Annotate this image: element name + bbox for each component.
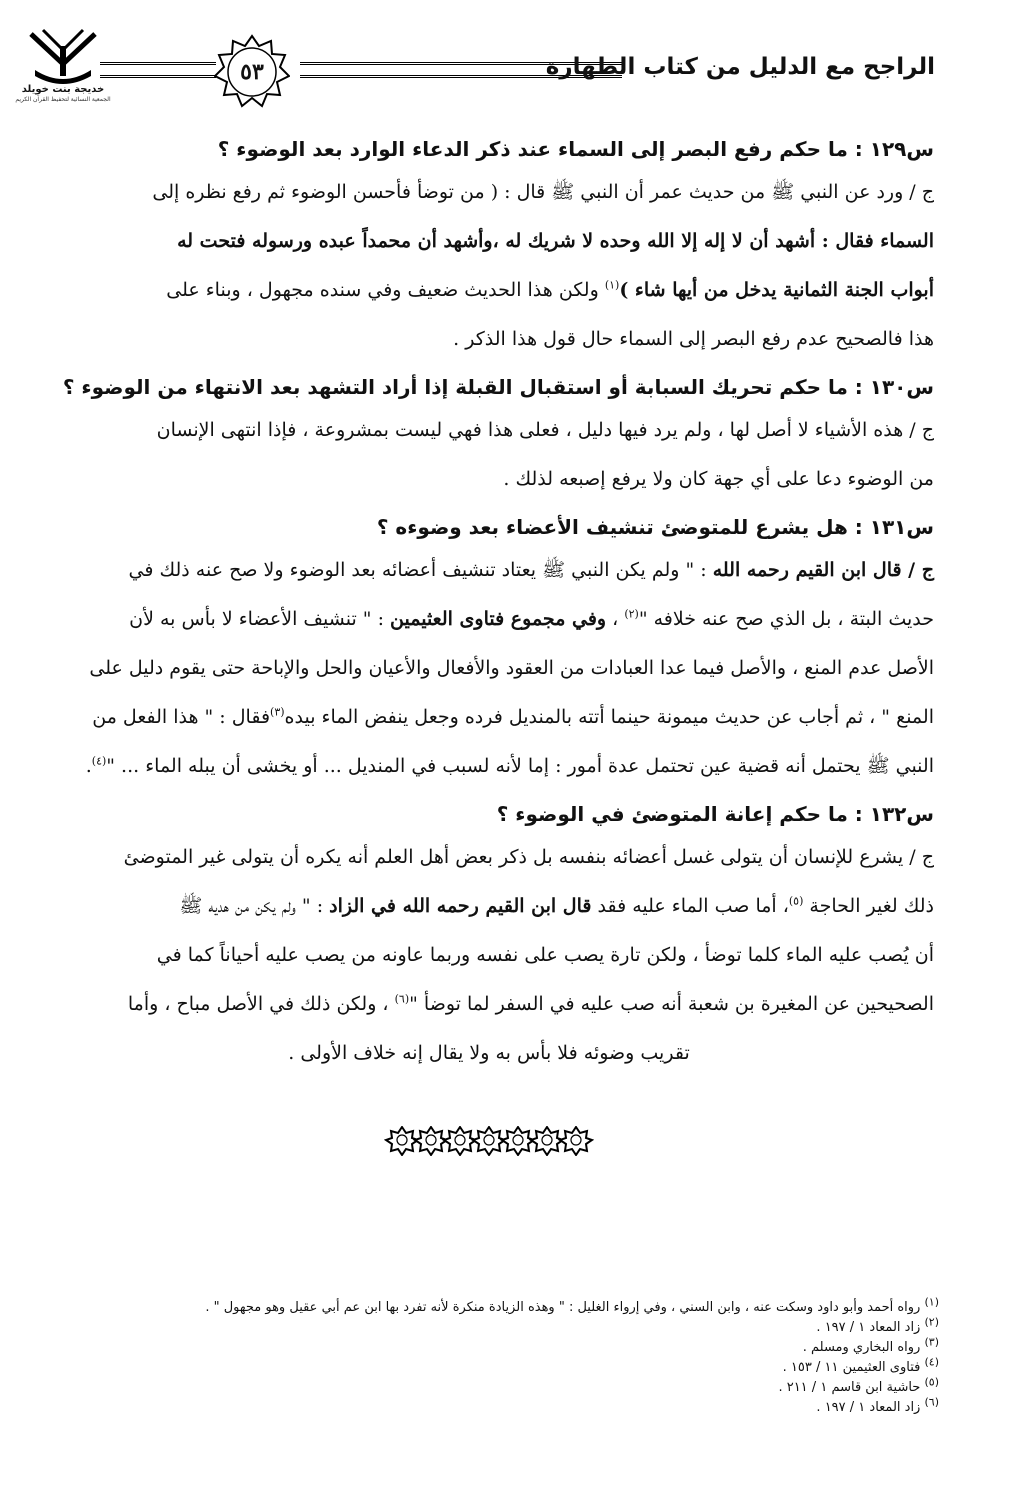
answer-line (44, 546, 934, 595)
answer-text: ولكن هذا الحديث ضعيف وفي سنده مجهول ، وبناء على (166, 279, 605, 301)
logo-subtitle: الجمعية النسائية لتحفيظ القرآن الكريم (15, 96, 111, 103)
footnote-number: (٤) (924, 1355, 939, 1369)
footnote-text: زاد المعاد ١ / ١٩٧ . (816, 1320, 921, 1335)
answer-text: حديث البتة ، بل الذي صح عنه خلافه " (638, 608, 934, 630)
answer-text: النبي ﷺ يحتمل أنه قضية عين تحتمل عدة أمور : إما لأنه لسبب في المنديل ... أو يخشى أن يبله الماء ... " (106, 755, 934, 777)
logo-emblem-icon (25, 26, 101, 86)
running-title: الراجح مع الدليل من كتاب الطهارة (545, 54, 935, 80)
footnote-number: (١) (924, 1295, 939, 1309)
scholar-citation: قال ابن القيم رحمه الله في الزاد (329, 895, 592, 917)
answer-text: فقال : " هذا الفعل من (92, 706, 271, 728)
answer-line: تقريب وضوئه فلا بأس به ولا يقال إنه خلاف الأولى . (288, 1042, 690, 1064)
footnote-number: (٦) (924, 1395, 939, 1409)
answer-text: الصحيحين عن المغيرة بن شعبة أنه صب عليه في السفر لما توضأ " (409, 993, 934, 1015)
footnote (79, 1335, 939, 1358)
footnote-ref: (٣) (270, 705, 285, 719)
footnote-text: زاد المعاد ١ / ١٩٧ . (816, 1400, 921, 1415)
footnote (79, 1375, 939, 1398)
answer-130 (44, 406, 934, 504)
page-header (0, 0, 1027, 120)
answer-line: الأصل عدم المنع ، والأصل فيما عدا العبادات من العقود والأفعال والأعيان والحل والإباحة حتى يقوم دليل على (89, 657, 934, 679)
footnote-number: (٢) (924, 1315, 939, 1329)
answer-line (44, 882, 934, 931)
footnote-number: (٥) (924, 1375, 939, 1389)
footnote (79, 1355, 939, 1378)
answer-line (44, 266, 934, 315)
answer-text: . (85, 755, 92, 777)
answer-line: من الوضوء دعا على أي جهة كان ولا يرفع إصبعه لذلك . (503, 468, 934, 490)
footnote-text: رواه أحمد وأبو داود وسكت عنه ، وابن السني ، وفي إرواء الغليل : " وهذه الزيادة منكرة لأنه تفرد بها ابن عم أبي عقيل وهو مجهول " . (205, 1300, 921, 1315)
answer-line (44, 595, 934, 644)
hadith-text: السماء فقال : أشهد أن لا إله إلا الله وحده لا شريك له ،وأشهد أن محمداً عبده ورسوله فتحت له (177, 230, 934, 252)
answer-line (44, 693, 934, 742)
footnote-ref: (٢) (624, 607, 639, 621)
footnote (79, 1295, 939, 1318)
question-131: س١٣١ : هل يشرع للمتوضئ تنشيف الأعضاء بعد وضوءه ؟ (376, 515, 934, 539)
ornament-divider-icon (384, 1126, 594, 1156)
answer-text: : " ولم يكن النبي ﷺ يعتاد تنشيف أعضائه بعد الوضوء ولا صح عنه ذلك في (128, 559, 713, 581)
footnote-ref: (١) (604, 278, 620, 292)
page-number-badge (214, 34, 290, 110)
answer-text: ، (606, 608, 625, 630)
answer-text: : " ولم يكن من هديه ﷺ (179, 895, 330, 917)
footnote-text: حاشية ابن قاسم ١ / ٢١١ . (778, 1380, 921, 1395)
scholar-citation: ج / قال ابن القيم رحمه الله (712, 559, 934, 581)
logo-name: خديجة بنت خويلد (21, 84, 105, 95)
footnote-text: رواه البخاري ومسلم . (802, 1340, 921, 1355)
answer-line: هذا فالصحيح عدم رفع البصر إلى السماء حال قول هذا الذكر . (453, 328, 934, 350)
footnote-ref: (٥) (788, 894, 804, 908)
question-129: س١٢٩ : ما حكم رفع البصر إلى السماء عند ذكر الدعاء الوارد بعد الوضوء ؟ (217, 137, 934, 161)
page-number: ٥٣ (240, 59, 264, 85)
footnotes (79, 1295, 939, 1418)
footnote (79, 1315, 939, 1338)
answer-132 (44, 833, 934, 1078)
answer-text: ذلك لغير الحاجة (803, 895, 934, 917)
footnote-text: فتاوى العثيمين ١١ / ١٥٣ . (782, 1360, 921, 1375)
question-130: س١٣٠ : ما حكم تحريك السبابة أو استقبال القبلة إذا أراد التشهد بعد الانتهاء من الوضوء ؟ (62, 375, 934, 399)
source-citation: وفي مجموع فتاوى العثيمين (390, 608, 607, 630)
footnote (79, 1395, 939, 1418)
answer-text: المنع " ، ثم أجاب عن حديث ميمونة حينما أتته بالمنديل فرده وجعل ينفض الماء بيده (284, 706, 934, 728)
answer-text: : " تنشيف الأعضاء لا بأس به لأن (129, 608, 391, 630)
answer-line (44, 217, 934, 266)
answer-line: ج / ورد عن النبي ﷺ من حديث عمر أن النبي ﷺ قال : ( من توضأ فأحسن الوضوء ثم رفع نظره إلى (152, 181, 934, 203)
hadith-text: أبواب الجنة الثمانية يدخل من أيها شاء ) (619, 279, 934, 301)
question-132: س١٣٢ : ما حكم إعانة المتوضئ في الوضوء ؟ (496, 802, 934, 826)
footnote-ref: (٤) (91, 754, 107, 768)
answer-text: ، أما صب الماء عليه فقد (591, 895, 789, 917)
answer-line: أن يُصب عليه الماء كلما توضأ ، ولكن تارة يصب على نفسه وربما عاونه من يصب عليه أحياناً كما في (156, 944, 934, 966)
answer-text: ، ولكن ذلك في الأصل مباح ، وأما (127, 993, 395, 1015)
header-rule-left (100, 62, 216, 78)
answer-131 (44, 546, 934, 791)
footnote-ref: (٦) (394, 992, 410, 1006)
answer-line (44, 980, 934, 1029)
footnote-number: (٣) (924, 1335, 939, 1349)
answer-129 (44, 168, 934, 364)
main-content (44, 126, 934, 1078)
answer-line: ج / يشرع للإنسان أن يتولى غسل أعضائه بنفسه بل ذكر بعض أهل العلم أنه يكره أن يتولى غير المتوضئ (123, 846, 934, 868)
answer-line: ج / هذه الأشياء لا أصل لها ، ولم يرد فيها دليل ، فعلى هذا فهي ليست بمشروعة ، فإذا انتهى الإنسان (156, 419, 934, 441)
answer-line (44, 742, 934, 791)
